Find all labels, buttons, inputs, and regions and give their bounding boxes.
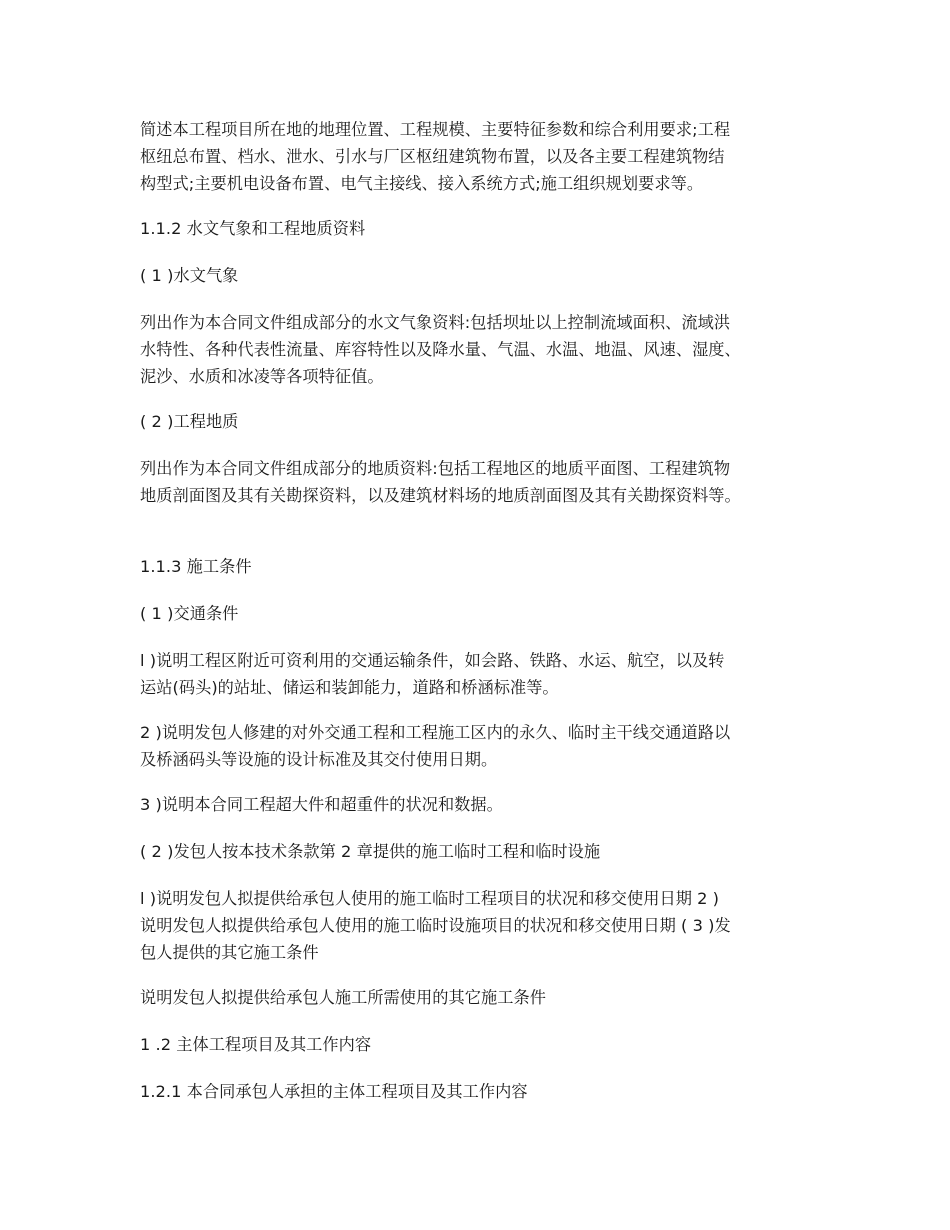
text-line: 包人提供的其它施工条件 (140, 943, 319, 962)
text-line: 说明发包人拟提供给承包人施工所需使用的其它施工条件 (140, 988, 546, 1007)
text-line: 3 )说明本合同工程超大件和超重件的状况和数据。 (140, 795, 503, 814)
text-line: ( 2 )发包人按本技术条款第 2 章提供的施工临时工程和临时设施 (140, 842, 601, 861)
paragraph-traffic-3 (140, 791, 820, 818)
heading-1-1-2 (140, 215, 820, 242)
text-line: 简述本工程项目所在地的地理位置、工程规模、主要特征参数和综合利用要求;工程 (140, 120, 731, 139)
subheading-hydrology (140, 262, 820, 289)
text-line: 2 )说明发包人修建的对外交通工程和工程施工区内的永久、临时主干线交通道路以 (140, 723, 731, 742)
text-line: ( 1 )交通条件 (140, 604, 239, 623)
text-line: 1 .2 主体工程项目及其工作内容 (140, 1035, 372, 1054)
text-line: 及桥涵码头等设施的设计标准及其交付使用日期。 (140, 750, 498, 769)
text-line: 列出作为本合同文件组成部分的地质资料:包括工程地区的地质平面图、工程建筑物 (140, 459, 731, 478)
text-line: 列出作为本合同文件组成部分的水文气象资料:包括坝址以上控制流域面积、流域洪 (140, 313, 731, 332)
text-line: 运站(码头)的站址、储运和装卸能力，道路和桥涵标准等。 (140, 678, 559, 697)
subheading-traffic (140, 600, 820, 627)
text-line: 地质剖面图及其有关勘探资料，以及建筑材料场的地质剖面图及其有关勘探资料等。 (140, 486, 741, 505)
text-line: l )说明发包人拟提供给承包人使用的施工临时工程项目的状况和移交使用日期 2 ) (140, 889, 720, 908)
heading-1-2-1 (140, 1078, 820, 1105)
text-line: 1.1.2 水文气象和工程地质资料 (140, 219, 366, 238)
text-line: 水特性、各种代表性流量、库容特性以及降水量、气温、水温、地温、风速、湿度、 (140, 340, 741, 359)
paragraph-hydrology (140, 309, 820, 390)
text-line: 枢纽总布置、档水、泄水、引水与厂区枢纽建筑物布置，以及各主要工程建筑物结 (140, 147, 725, 166)
text-line: 泥沙、水质和冰凌等各项特征值。 (140, 367, 384, 386)
paragraph-other-conditions (140, 984, 820, 1011)
paragraph-geology (140, 455, 820, 509)
heading-1-1-3 (140, 553, 820, 580)
paragraph-traffic-2 (140, 719, 820, 773)
heading-1-2 (140, 1031, 820, 1058)
text-line: ( 2 )工程地质 (140, 412, 239, 431)
text-line: 说明发包人拟提供给承包人使用的施工临时设施项目的状况和移交使用日期 ( 3 )发 (140, 916, 731, 935)
text-line: 1.2.1 本合同承包人承担的主体工程项目及其工作内容 (140, 1082, 528, 1101)
text-line: 构型式;主要机电设备布置、电气主接线、接入系统方式;施工组织规划要求等。 (140, 174, 704, 193)
paragraph-project-overview (140, 116, 820, 197)
text-line: ( 1 )水文气象 (140, 266, 239, 285)
paragraph-temporary-works (140, 885, 820, 966)
text-line: 1.1.3 施工条件 (140, 557, 252, 576)
document-page (140, 0, 820, 1230)
subheading-temporary-works (140, 838, 820, 865)
text-line: l )说明工程区附近可资利用的交通运输条件，如会路、铁路、水运、航空，以及转 (140, 651, 725, 670)
paragraph-traffic-1 (140, 647, 820, 701)
subheading-geology (140, 408, 820, 435)
